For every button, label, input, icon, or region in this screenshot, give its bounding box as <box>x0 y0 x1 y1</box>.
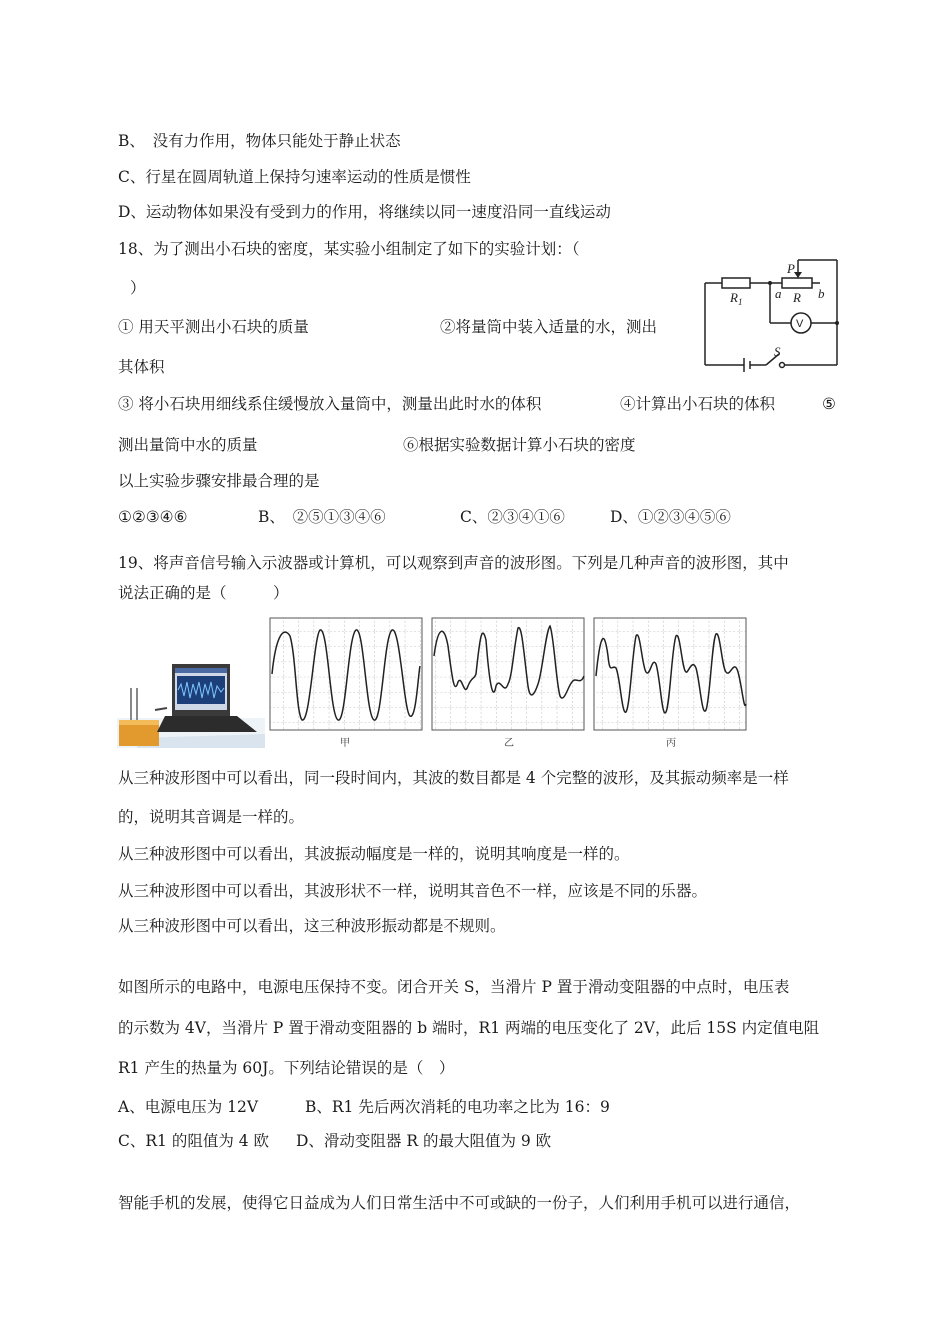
q18-step-5-number: ⑤ <box>822 395 836 413</box>
q18-step-3: ③ 将小石块用细线系住缓慢放入量筒中，测量出此时水的体积 <box>118 395 542 413</box>
microphone-icon <box>155 708 167 710</box>
svg-text:甲: 甲 <box>340 738 350 749</box>
q18-option-a: ①②③④⑥ <box>118 508 188 526</box>
label-v: V <box>796 318 804 330</box>
q18-stem-paren: ） <box>130 279 146 297</box>
label-a: a <box>775 286 782 301</box>
q18-step-5: 测出量筒中水的质量 <box>118 436 258 454</box>
q20-stem: 如图所示的电路中，电源电压保持不变。闭合开关 S，当滑片 P 置于滑动变阻器的中点时，电压表 <box>118 978 790 996</box>
waveform-jia <box>270 618 422 749</box>
q17-option-b: B、 没有力作用，物体只能处于静止状态 <box>118 132 401 150</box>
laptop-tuning-fork-illustration <box>117 660 265 748</box>
q18-step-4: ④计算出小石块的体积 <box>620 395 776 413</box>
q19-statement-1: 从三种波形图中可以看出，同一段时间内，其波的数目都是 4 个完整的波形，及其振动频率是一样 <box>118 769 789 787</box>
q20-option-d: D、滑动变阻器 R 的最大阻值为 9 欧 <box>296 1132 552 1150</box>
svg-text:丙: 丙 <box>666 738 676 749</box>
q18-stem: 18、为了测出小石块的密度，某实验小组制定了如下的实验计划：（ <box>118 240 580 258</box>
q18-step-1: ① 用天平测出小石块的质量 <box>118 318 309 336</box>
q17-option-d: D、运动物体如果没有受到力的作用，将继续以同一速度沿同一直线运动 <box>118 203 611 221</box>
q20-option-a: A、电源电压为 12V <box>118 1098 259 1116</box>
q17-option-c: C、行星在圆周轨道上保持匀速率运动的性质是惯性 <box>118 168 471 186</box>
label-r1: $R_1$ <box>730 290 743 307</box>
circuit-diagram <box>700 255 845 373</box>
q19-stem: 19、将声音信号输入示波器或计算机，可以观察到声音的波形图。下列是几种声音的波形图，其中 <box>118 554 789 572</box>
waveform-bing <box>594 618 746 749</box>
resistor-r1 <box>722 278 750 288</box>
q18-question: 以上实验步骤安排最合理的是 <box>118 472 320 490</box>
label-s: S <box>774 344 781 359</box>
q18-step-6: ⑥根据实验数据计算小石块的密度 <box>403 436 636 454</box>
q19-statement-4: 从三种波形图中可以看出，这三种波形振动都是不规则。 <box>118 917 506 935</box>
rheostat-r <box>782 278 812 288</box>
q20-stem-end: R1 产生的热量为 60J。下列结论错误的是（ ） <box>118 1059 455 1077</box>
label-p: P <box>787 261 795 276</box>
q20-option-c: C、R1 的阻值为 4 欧 <box>118 1132 270 1150</box>
q18-step-2: ②将量筒中装入适量的水，测出 <box>440 318 658 336</box>
q19-statement-1-cont: 的，说明其音调是一样的。 <box>118 808 305 826</box>
q20-stem-cont: 的示数为 4V，当滑片 P 置于滑动变阻器的 b 端时，R1 两端的电压变化了 2V，此后 15S 内定值电阻 <box>118 1019 820 1037</box>
q18-option-b: B、 ②⑤①③④⑥ <box>258 508 386 526</box>
label-r: R <box>793 290 801 305</box>
q19-statement-3: 从三种波形图中可以看出，其波形状不一样，说明其音色不一样，应该是不同的乐器。 <box>118 882 708 900</box>
q18-option-d: D、①②③④⑤⑥ <box>610 508 731 526</box>
svg-text:乙: 乙 <box>504 738 514 749</box>
q19-statement-2: 从三种波形图中可以看出，其波振动幅度是一样的，说明其响度是一样的。 <box>118 845 630 863</box>
q20-option-b: B、R1 先后两次消耗的电功率之比为 16：9 <box>305 1098 610 1116</box>
q18-option-c: C、②③④①⑥ <box>460 508 565 526</box>
q19-stem-cont: 说法正确的是（ ） <box>118 584 289 602</box>
waveform-figures <box>268 616 752 750</box>
waveform-yi <box>432 618 584 749</box>
q18-step-2-cont: 其体积 <box>118 358 165 376</box>
label-b: b <box>818 286 825 301</box>
q21-stem: 智能手机的发展，使得它日益成为人们日常生活中不可或缺的一份子，人们利用手机可以进行通信， <box>118 1194 801 1212</box>
